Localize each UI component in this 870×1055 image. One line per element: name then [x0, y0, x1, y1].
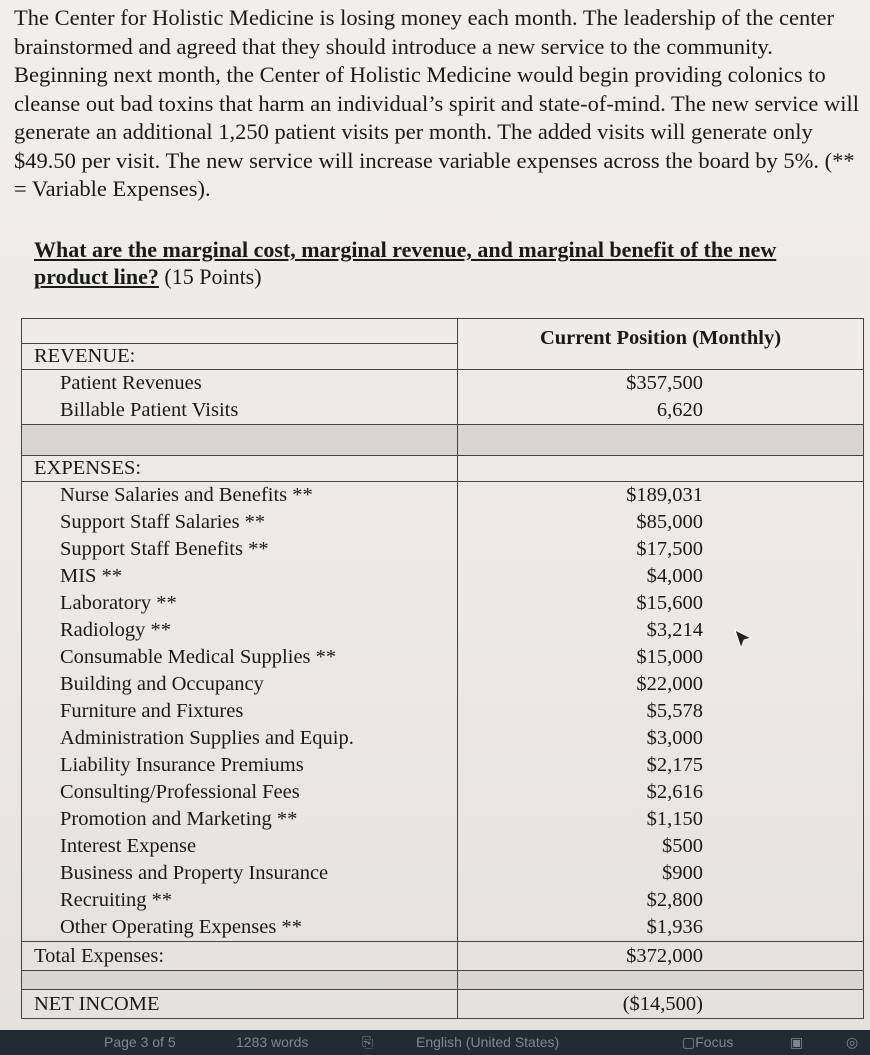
table-header-row	[22, 319, 864, 344]
expenses-item-value: $3,214	[646, 619, 703, 641]
expenses-item-value: $2,616	[646, 781, 703, 803]
expenses-item-value: $500	[662, 835, 703, 857]
web-layout-icon[interactable]: ◎	[846, 1034, 859, 1050]
expenses-label-row	[22, 456, 864, 482]
expenses-item-name: Radiology **	[60, 619, 172, 641]
expenses-item-name: Consulting/Professional Fees	[60, 781, 300, 803]
revenue-label: REVENUE:	[22, 344, 458, 370]
expenses-item-value: $15,600	[636, 592, 703, 614]
separator-row	[22, 971, 864, 990]
expenses-item-name: Recruiting **	[60, 889, 173, 911]
expenses-item-value: $3,000	[646, 727, 703, 749]
focus-label: Focus	[695, 1034, 734, 1050]
expenses-item-name: Nurse Salaries and Benefits **	[60, 484, 313, 506]
expense-rows	[22, 482, 864, 942]
revenue-values	[458, 370, 864, 425]
separator-row	[22, 425, 864, 456]
language-indicator[interactable]: English (United States)	[416, 1034, 560, 1050]
expenses-item-value: $1,936	[646, 916, 703, 938]
expenses-item-value: $22,000	[636, 673, 703, 695]
expenses-item-name: Promotion and Marketing **	[60, 808, 298, 830]
revenue-item-value: $357,500	[626, 372, 703, 394]
mouse-cursor-icon	[733, 628, 753, 650]
expenses-item-name: Furniture and Fixtures	[60, 700, 244, 722]
question-points: (15 Points)	[158, 264, 262, 289]
problem-statement: The Center for Holistic Medicine is losing money each month. The leadership of the center brainstormed and agreed that they should introduce a new service to the community. Beginning next month, the Center of Holistic Medicine would begin providing colonics to cleanse out bad toxins that harm an individual’s spirit and state-of-mind. The new service will generate an additional 1,250 patient visits per month. The added visits will generate only $49.50 per visit. The new service will increase variable expenses across the board by 5%. (** = Variable Expenses).	[14, 5, 860, 201]
status-bar	[0, 1030, 870, 1055]
expenses-item-name: Consumable Medical Supplies **	[60, 646, 337, 668]
expenses-item-name: Liability Insurance Premiums	[60, 754, 304, 776]
expense-values	[458, 482, 864, 942]
net-income-label: NET INCOME	[22, 990, 458, 1019]
expenses-item-value: $1,150	[646, 808, 703, 830]
expenses-item-name: Business and Property Insurance	[60, 862, 329, 884]
revenue-names	[22, 370, 458, 425]
total-expenses-row	[22, 942, 864, 971]
page-count[interactable]: Page 3 of 5	[104, 1034, 176, 1050]
expenses-label: EXPENSES:	[22, 456, 458, 482]
expenses-item-value: $5,578	[646, 700, 703, 722]
expenses-item-value: $189,031	[626, 484, 703, 506]
expenses-item-value: $15,000	[636, 646, 703, 668]
expenses-item-value: $4,000	[646, 565, 703, 587]
question-text: What are the marginal cost, marginal revenue, and marginal benefit of the new product line?	[34, 237, 777, 289]
expense-names	[22, 482, 458, 942]
total-expenses-label: Total Expenses:	[22, 942, 458, 971]
net-income-row	[22, 990, 864, 1019]
revenue-item-value: 6,620	[656, 399, 703, 421]
total-expenses-value: $372,000	[458, 942, 864, 971]
expenses-item-name: Administration Supplies and Equip.	[60, 727, 354, 749]
expenses-item-name: Laboratory **	[60, 592, 177, 614]
expenses-item-value: $900	[662, 862, 703, 884]
expenses-item-name: Interest Expense	[60, 835, 197, 857]
column-header: Current Position (Monthly)	[458, 319, 864, 370]
expenses-item-value: $2,800	[646, 889, 703, 911]
expenses-item-value: $17,500	[636, 538, 703, 560]
expenses-item-name: Building and Occupancy	[60, 673, 264, 695]
net-income-value: ($14,500)	[458, 990, 864, 1019]
revenue-rows	[22, 370, 864, 425]
revenue-item-name: Billable Patient Visits	[60, 399, 239, 421]
expenses-item-value: $85,000	[636, 511, 703, 533]
expenses-item-name: Other Operating Expenses **	[60, 916, 302, 938]
question	[34, 236, 844, 290]
expenses-item-name: MIS **	[60, 565, 123, 587]
revenue-item-name: Patient Revenues	[60, 372, 202, 394]
focus-button[interactable]: ▢ Focus	[682, 1030, 695, 1055]
proofing-icon[interactable]: ⎘	[362, 1034, 374, 1050]
financial-table	[21, 318, 864, 1019]
expenses-item-name: Support Staff Salaries **	[60, 511, 266, 533]
expenses-item-name: Support Staff Benefits **	[60, 538, 269, 560]
word-count[interactable]: 1283 words	[236, 1034, 309, 1050]
expenses-item-value: $2,175	[646, 754, 703, 776]
print-layout-icon[interactable]: ▣	[790, 1034, 804, 1050]
